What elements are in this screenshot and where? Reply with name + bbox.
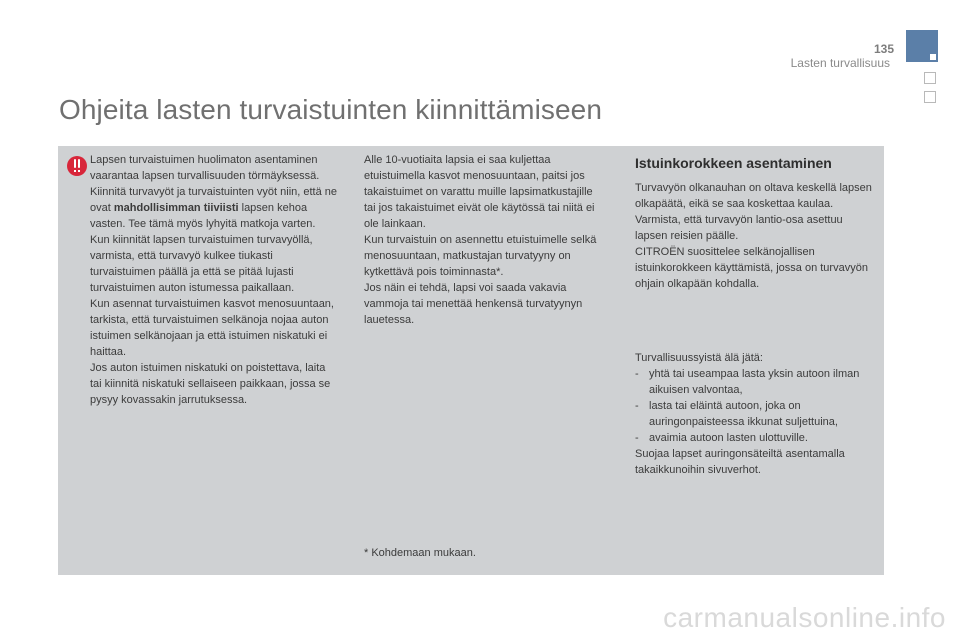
warning-paragraph-2 <box>90 184 338 232</box>
warning-paragraph-3: Kun kiinnität lapsen turvaistuimen turvavyöllä, varmista, että turvavyö kulkee tiukasti turvaistuimen päällä ja että se pitää lujasti turvaistuimen auton istumessa paikallaan. <box>90 234 313 294</box>
sun-protection-paragraph: Suojaa lapset auringonsäteiltä asentamalla takaikkunoihin sivuverhot. <box>635 448 845 476</box>
page-title: Ohjeita lasten turvaistuinten kiinnittämiseen <box>59 94 603 125</box>
tab-dot <box>930 54 936 60</box>
warning-paragraph-5: Jos auton istuimen niskatuki on poistettava, laita tai kiinnitä niskatuki sellaiseen paikkaan, jossa se pysyy kovassakin jarrutuksessa. <box>90 362 331 406</box>
warning-paragraph-4: Kun asennat turvaistuimen kasvot menosuuntaan, tarkista, että turvaistuimen selkänoja nojaa auton istuimen selkänojaan ja että istuimen niskatuki ei haittaa. <box>90 298 334 358</box>
footnote: * Kohdemaan mukaan. <box>364 547 476 559</box>
list-item: - lasta tai eläintä autoon, joka on auringonpaisteessa ikkunat suljettuina, <box>635 398 875 430</box>
booster-paragraph-2: Varmista, että turvavyön lantio-osa asettuu lapsen reisien päälle. <box>635 214 843 242</box>
chapter-tab-marker <box>906 30 938 62</box>
booster-heading: Istuinkorokkeen asentaminen <box>635 155 832 171</box>
chapter-tab-outline-1 <box>924 72 936 84</box>
warning-icon <box>67 156 87 176</box>
warning-column <box>90 152 338 408</box>
chapter-tab-outline-2 <box>924 91 936 103</box>
list-item: - yhtä tai useampaa lasta yksin autoon ilman aikuisen valvontaa, <box>635 366 875 398</box>
page-number: 135 <box>873 42 894 56</box>
safety-list <box>635 366 875 446</box>
warning-paragraph-2-emphasis: mahdollisimman tiiviisti <box>113 202 239 214</box>
warning-paragraph-1: Lapsen turvaistuimen huolimaton asentaminen vaarantaa lapsen turvallisuuden törmäyksessä. <box>90 154 320 182</box>
booster-paragraph-3: CITROËN suosittelee selkänojallisen istuinkorokkeen käyttämistä, jossa on turvavyön ohjain olkapään kohdalla. <box>635 246 868 290</box>
front-seat-paragraph-2: Kun turvaistuin on asennettu etuistuimelle selkä menosuuntaan, matkustajan turvatyyny on kytkettävä pois toiminnasta*. <box>364 234 597 278</box>
safety-intro: Turvallisuussyistä älä jätä: <box>635 352 763 364</box>
section-name: Lasten turvallisuus <box>790 56 890 70</box>
booster-column <box>635 152 875 478</box>
front-seat-column <box>364 152 604 328</box>
spacer <box>635 292 875 350</box>
front-seat-paragraph-3: Jos näin ei tehdä, lapsi voi saada vakavia vammoja tai menettää henkensä turvatyynyn lauetessa. <box>364 282 583 326</box>
warning-paragraph-2-text-end: lapsen kehoa vasten. Tee tämä myös lyhyitä matkoja varten. <box>90 202 316 230</box>
warning-paragraph-2-text: Kiinnitä turvavyöt ja turvaistuinten vyöt niin, että ne ovat <box>90 186 338 214</box>
content-panel <box>58 146 884 575</box>
booster-paragraph-1: Turvavyön olkanauhan on oltava keskellä lapsen olkapäätä, eikä se saa koskettaa kaulaa. <box>635 182 872 210</box>
front-seat-paragraph-1: Alle 10-vuotiaita lapsia ei saa kuljettaa etuistuimella kasvot menosuuntaan, paitsi jos takaistuimet on varattu muille lapsimatkustajille tai jos takaistuimet eivät ole käytössä tai niitä ei ole lainkaan. <box>364 154 595 230</box>
watermark: carmanualsonline.info <box>663 602 946 633</box>
list-item: - avaimia autoon lasten ulottuville. <box>635 430 875 446</box>
